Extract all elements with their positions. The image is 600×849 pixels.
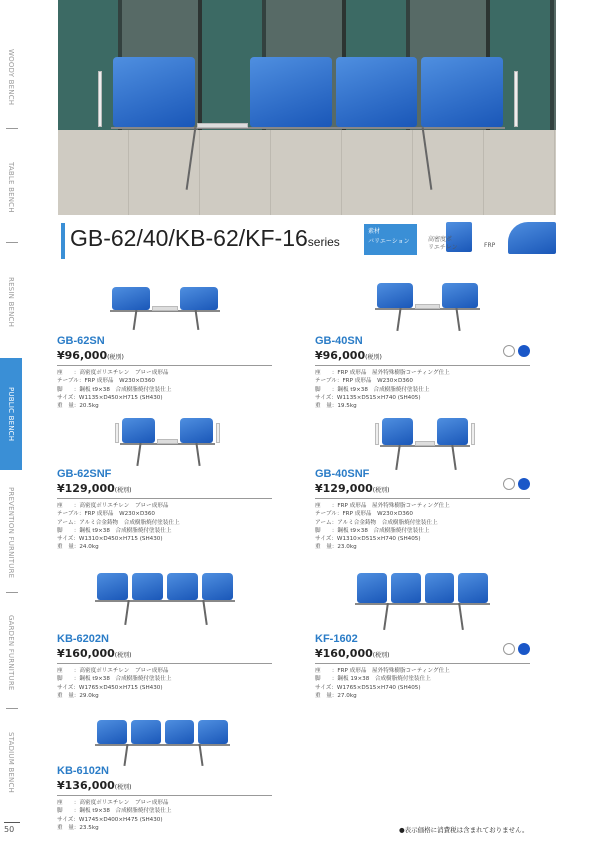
sidebar-item-woody-bench[interactable] [0, 35, 22, 120]
bench-beam [95, 600, 235, 602]
seat-sample-image [508, 222, 556, 254]
spec-line: 座 ：高密度ポリエチレン ブロー成形品 [57, 370, 169, 376]
bench-leg [395, 445, 400, 470]
hero-photo [58, 0, 556, 215]
side-table [415, 304, 439, 309]
product-image [355, 570, 490, 630]
material-sample-polyethylene [424, 222, 474, 254]
side-table [415, 441, 436, 446]
seat [122, 418, 154, 443]
spec-line: 脚 ：鋼板 t9×38 合成樹脂焼付塗装仕上 [57, 808, 172, 815]
seat [202, 573, 233, 601]
bench-leg [455, 307, 460, 330]
tax-label: (税別) [114, 487, 132, 494]
product-card [57, 468, 272, 552]
seat [391, 573, 421, 603]
spec-line: 座 ：FRP 成形品 屋外特殊樹脂コーティング仕上 [315, 370, 450, 376]
bench-leg [194, 310, 199, 330]
product-card [57, 765, 272, 832]
material-name: FRP [484, 242, 496, 249]
seat [180, 418, 212, 443]
divider [57, 663, 272, 664]
seat [165, 720, 195, 744]
seat [112, 287, 150, 310]
spec-line: 脚 ：鋼板 t9×38 合成樹脂焼付塗装仕上 [57, 527, 172, 534]
price-value: ¥129,000 [57, 482, 115, 495]
spec-line: テーブル：FRP 成形品 W230×D360 [57, 511, 155, 518]
bench-beam [95, 744, 230, 746]
spec-line: 重 量：23.0kg [315, 544, 357, 551]
armrest [375, 423, 379, 445]
label-line: バリエーション [368, 238, 410, 245]
title-suffix: series [307, 235, 340, 249]
bench-leg [451, 445, 456, 470]
bench-leg [458, 603, 464, 630]
seat [421, 57, 503, 127]
side-table [152, 306, 177, 311]
sidebar-item-table-bench[interactable] [0, 150, 22, 225]
seat [131, 720, 161, 744]
product-name: GB-40SN [315, 335, 363, 347]
bench-leg [186, 127, 197, 190]
seat [97, 720, 127, 744]
seat [382, 418, 412, 446]
material-sample-frp [480, 222, 556, 254]
seat [132, 573, 163, 601]
sidebar-label: GARDEN FURNITURE [7, 614, 15, 691]
sidebar-label: PREVENTION FURNITURE [7, 487, 15, 579]
bench-photo [98, 50, 518, 190]
spec-line: 重 量：27.0kg [315, 692, 357, 699]
divider [57, 795, 272, 796]
product-card [315, 468, 530, 552]
seat [425, 573, 455, 603]
color-swatch-blue[interactable] [518, 643, 530, 655]
color-swatches [503, 643, 530, 655]
price-value: ¥96,000 [315, 349, 366, 362]
sidebar-item-stadium-bench[interactable] [0, 720, 22, 805]
armrest [471, 423, 475, 445]
tax-label: (税別) [372, 487, 390, 494]
divider [315, 365, 530, 366]
divider [315, 498, 530, 499]
title-text: GB-62/40/KB-62/KF-16 [70, 225, 308, 251]
spec-line: 脚 ：鋼板 19×38 合成樹脂焼付塗装仕上 [315, 676, 431, 683]
spec-line: 脚 ：鋼板 t9×38 合成樹脂焼付塗装仕上 [315, 527, 430, 534]
color-swatch-white[interactable] [503, 345, 515, 357]
seat [167, 573, 198, 601]
spec-line: 座 ：FRP 成形品 屋外特殊樹脂コーティング仕上 [315, 503, 450, 509]
product-card [57, 335, 272, 410]
price-value: ¥160,000 [315, 647, 373, 660]
color-swatch-blue[interactable] [518, 478, 530, 490]
spec-line: 座 ：高密度ポリエチレン ブロー成形品 [57, 503, 169, 509]
spec-line: 重 量：20.5kg [57, 403, 99, 410]
spec-line: 重 量：24.0kg [57, 544, 99, 551]
product-card [315, 633, 530, 700]
product-name: KF-1602 [315, 633, 358, 645]
bench-leg [123, 744, 128, 766]
product-name: KB-6102N [57, 765, 109, 777]
sidebar-label: WOODY BENCH [7, 49, 15, 106]
tax-label: (税別) [372, 652, 390, 659]
product-price [315, 349, 530, 362]
tax-label: (税別) [114, 784, 132, 791]
seat [377, 283, 413, 308]
product-price [57, 779, 272, 792]
sidebar-label: PUBLIC BENCH [7, 386, 15, 442]
seat [357, 573, 387, 603]
seat [198, 720, 228, 744]
spec-line: テーブル：FRP 成形品 W230×D360 [315, 511, 413, 518]
spec-line: 重 量：29.0kg [57, 692, 99, 699]
sidebar-label: STADIUM BENCH [7, 731, 15, 794]
product-image [110, 285, 220, 330]
sidebar-item-resin-bench[interactable] [0, 265, 22, 340]
spec-line: 座 ：高密度ポリエチレン ブロー成形品 [57, 668, 169, 674]
divider [315, 663, 530, 664]
product-price [315, 482, 530, 495]
spec-line: 脚 ：鋼板 t9×38 合成樹脂焼付塗装仕上 [57, 676, 172, 683]
price-value: ¥129,000 [315, 482, 373, 495]
bench-leg [202, 600, 207, 625]
seat [442, 283, 478, 308]
product-name: GB-62SNF [57, 468, 112, 480]
seat [97, 573, 128, 601]
bench-leg [421, 127, 432, 190]
armrest [216, 423, 220, 443]
spec-line: テーブル：FRP 成形品 W230×D360 [57, 378, 155, 385]
spec-line: サイズ：W1765×D515×H740 (SH405) [315, 684, 421, 691]
sidebar-label: TABLE BENCH [7, 162, 15, 213]
sidebar-item-garden-furniture[interactable] [0, 605, 22, 700]
tax-label: (税別) [107, 354, 124, 361]
tax-label: (税別) [114, 652, 132, 659]
material-name: 高密度ポリエチレン [428, 236, 458, 251]
spec-line: 座 ：FRP 成形品 屋外特殊樹脂コーティング仕上 [315, 668, 450, 674]
product-price [57, 349, 272, 362]
spec-line: テーブル：FRP 成形品 W230×D360 [315, 378, 413, 385]
bench-beam [111, 127, 505, 129]
spec-line: アーム：アルミ合金鋳物 合成樹脂焼付塗装仕上 [315, 519, 438, 526]
product-name: GB-40SNF [315, 468, 370, 480]
bench-leg [137, 442, 142, 465]
label-line: 素材 [368, 228, 381, 235]
bench-leg [383, 603, 389, 630]
color-swatches [503, 478, 530, 490]
seat [336, 57, 418, 127]
spec-line: サイズ：W1745×D400×H475 (SH430) [57, 816, 163, 823]
seat [458, 573, 488, 603]
spec-line: 脚 ：鋼板 t9×38 合成樹脂焼付塗装仕上 [315, 386, 430, 393]
product-name: KB-6202N [57, 633, 109, 645]
page-title [70, 225, 340, 252]
product-image [95, 570, 235, 625]
divider [57, 365, 272, 366]
color-swatches [503, 345, 530, 357]
spec-line: 脚 ：鋼板 t9×38 合成樹脂焼付塗装仕上 [57, 386, 172, 393]
price-value: ¥96,000 [57, 349, 108, 362]
product-price [315, 647, 530, 660]
product-card [57, 633, 272, 700]
color-swatch-white[interactable] [503, 478, 515, 490]
bench-leg [133, 310, 138, 330]
seat [437, 418, 467, 446]
divider [6, 592, 18, 593]
product-price [57, 482, 272, 495]
seat [180, 287, 218, 310]
page-number: 50 [4, 822, 20, 834]
spec-line: サイズ：W1310×D450×H715 (SH430) [57, 536, 163, 543]
spec-line: サイズ：W1135×D450×H715 (SH430) [57, 394, 163, 401]
bench-beam [355, 603, 490, 605]
bench-leg [397, 307, 402, 330]
seat [250, 57, 332, 127]
side-table [157, 439, 179, 444]
spec-line: サイズ：W1765×D450×H715 (SH430) [57, 684, 163, 691]
tax-label: (税別) [365, 354, 382, 361]
spec-line: 重 量：23.5kg [57, 824, 99, 831]
bench-leg [124, 600, 129, 625]
divider [6, 128, 18, 129]
armrest [514, 71, 518, 127]
product-image [375, 280, 480, 330]
price-value: ¥160,000 [57, 647, 115, 660]
spec-line: サイズ：W1135×D515×H740 (SH405) [315, 394, 421, 401]
spec-line: サイズ：W1310×D515×H740 (SH405) [315, 536, 421, 543]
seat [113, 57, 195, 127]
product-image [95, 718, 230, 766]
armrest [98, 71, 102, 127]
bench-leg [199, 744, 204, 766]
divider [6, 242, 18, 243]
material-variation-label [364, 224, 417, 255]
bench-leg [195, 442, 200, 465]
spec-line: 座 ：高密度ポリエチレン ブロー成形品 [57, 800, 169, 806]
armrest [115, 423, 119, 443]
product-card [315, 335, 530, 410]
product-name: GB-62SN [57, 335, 105, 347]
product-image [375, 415, 475, 470]
tax-note: ●表示価格に消費税は含まれておりません。 [399, 826, 529, 834]
color-swatch-blue[interactable] [518, 345, 530, 357]
divider [6, 708, 18, 709]
side-table [197, 123, 248, 128]
color-swatch-white[interactable] [503, 643, 515, 655]
spec-line: アーム：アルミ合金鋳物 合成樹脂焼付塗装仕上 [57, 519, 180, 526]
product-price [57, 647, 272, 660]
sidebar-item-prevention-furniture[interactable] [0, 478, 22, 588]
title-accent-bar [61, 223, 65, 259]
price-value: ¥136,000 [57, 779, 115, 792]
spec-line: 重 量：19.5kg [315, 403, 357, 410]
divider [57, 498, 272, 499]
sidebar-item-public-bench[interactable] [0, 358, 22, 470]
sidebar-label: RESIN BENCH [7, 277, 15, 328]
section-sidebar [0, 0, 22, 849]
product-image [115, 415, 220, 465]
